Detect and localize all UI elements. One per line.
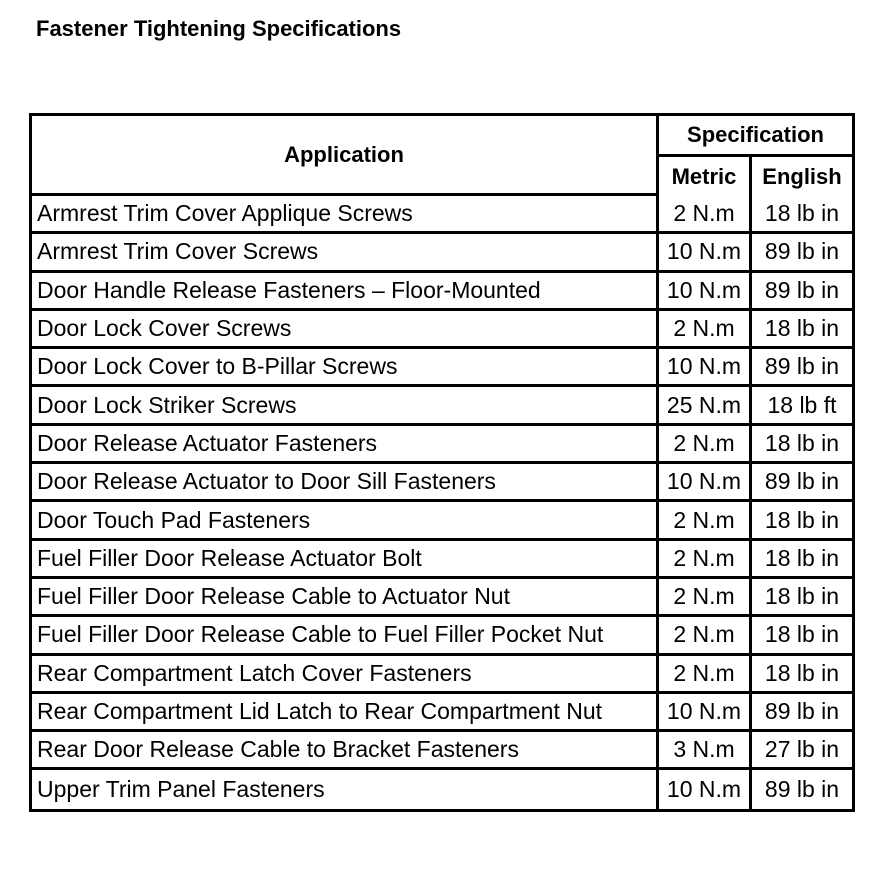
- metric-cell: 10 N.m: [659, 234, 752, 272]
- metric-cell: 10 N.m: [659, 770, 752, 808]
- metric-cell: 2 N.m: [659, 196, 752, 234]
- table-row: [32, 426, 852, 464]
- table-row: [32, 541, 852, 579]
- table-row: [32, 617, 852, 655]
- metric-cell: 10 N.m: [659, 694, 752, 732]
- metric-cell: 3 N.m: [659, 732, 752, 770]
- application-cell: Door Lock Cover to B-Pillar Screws: [32, 349, 659, 387]
- english-cell: 18 lb in: [752, 311, 852, 349]
- english-cell: 18 lb in: [752, 656, 852, 694]
- application-cell: Door Release Actuator Fasteners: [32, 426, 659, 464]
- english-cell: 18 lb in: [752, 579, 852, 617]
- application-cell: Armrest Trim Cover Screws: [32, 234, 659, 272]
- metric-cell: 10 N.m: [659, 464, 752, 502]
- english-cell: 89 lb in: [752, 273, 852, 311]
- metric-header: Metric: [659, 157, 752, 196]
- metric-cell: 2 N.m: [659, 579, 752, 617]
- application-cell: Door Touch Pad Fasteners: [32, 502, 659, 540]
- specification-header: Specification: [659, 116, 852, 157]
- table-row: [32, 273, 852, 311]
- application-cell: Rear Door Release Cable to Bracket Fasteners: [32, 732, 659, 770]
- english-cell: 18 lb in: [752, 196, 852, 234]
- spec-table-body: [32, 196, 852, 809]
- application-cell: Armrest Trim Cover Applique Screws: [32, 196, 659, 234]
- table-row: [32, 311, 852, 349]
- table-row: [32, 349, 852, 387]
- fastener-spec-table: [29, 113, 855, 812]
- application-cell: Rear Compartment Lid Latch to Rear Compartment Nut: [32, 694, 659, 732]
- application-cell: Fuel Filler Door Release Cable to Fuel Filler Pocket Nut: [32, 617, 659, 655]
- table-row: [32, 579, 852, 617]
- application-header: Application: [32, 116, 659, 196]
- application-cell: Fuel Filler Door Release Actuator Bolt: [32, 541, 659, 579]
- table-row: [32, 694, 852, 732]
- table-row: [32, 770, 852, 808]
- metric-cell: 2 N.m: [659, 426, 752, 464]
- application-cell: Door Release Actuator to Door Sill Fasteners: [32, 464, 659, 502]
- table-row: [32, 196, 852, 234]
- english-cell: 89 lb in: [752, 694, 852, 732]
- metric-cell: 10 N.m: [659, 273, 752, 311]
- table-row: [32, 656, 852, 694]
- metric-cell: 10 N.m: [659, 349, 752, 387]
- english-cell: 27 lb in: [752, 732, 852, 770]
- table-row: [32, 234, 852, 272]
- application-cell: Door Handle Release Fasteners – Floor-Mounted: [32, 273, 659, 311]
- application-cell: Door Lock Striker Screws: [32, 387, 659, 425]
- application-cell: Door Lock Cover Screws: [32, 311, 659, 349]
- english-header: English: [762, 163, 842, 189]
- metric-cell: 2 N.m: [659, 541, 752, 579]
- english-cell: 18 lb in: [752, 426, 852, 464]
- metric-cell: 25 N.m: [659, 387, 752, 425]
- application-cell: Rear Compartment Latch Cover Fasteners: [32, 656, 659, 694]
- english-cell: 18 lb ft: [752, 387, 852, 425]
- table-row: [32, 464, 852, 502]
- table-row: [32, 732, 852, 770]
- english-cell: 89 lb in: [764, 776, 840, 803]
- table-row: [32, 387, 852, 425]
- page-title: Fastener Tightening Specifications: [36, 16, 402, 41]
- english-cell: 18 lb in: [752, 541, 852, 579]
- metric-cell: 2 N.m: [659, 502, 752, 540]
- application-cell: Fuel Filler Door Release Cable to Actuator Nut: [32, 579, 659, 617]
- english-cell: 89 lb in: [752, 234, 852, 272]
- table-row: [32, 502, 852, 540]
- english-cell: 18 lb in: [752, 502, 852, 540]
- english-cell: 18 lb in: [752, 617, 852, 655]
- metric-cell: 2 N.m: [659, 311, 752, 349]
- metric-cell: 2 N.m: [659, 617, 752, 655]
- english-cell: 89 lb in: [752, 349, 852, 387]
- english-cell: 89 lb in: [752, 464, 852, 502]
- metric-cell: 2 N.m: [659, 656, 752, 694]
- application-cell: Upper Trim Panel Fasteners: [32, 770, 659, 808]
